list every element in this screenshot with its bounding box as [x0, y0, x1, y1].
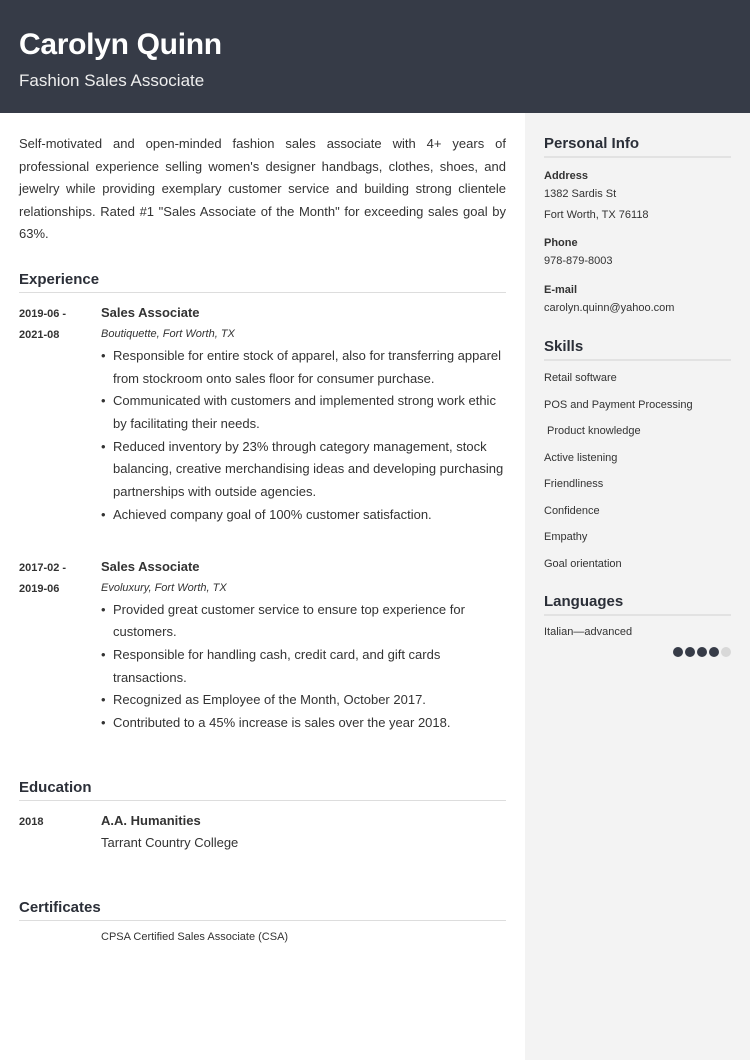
main-column — [19, 133, 506, 943]
level-dot-filled — [685, 647, 695, 657]
skill-item: Retail software — [544, 372, 617, 384]
company: Evoluxury, Fort Worth, TX — [101, 581, 227, 594]
education-degree: A.A. Humanities — [101, 812, 201, 828]
level-dot-filled — [673, 647, 683, 657]
level-dot-empty — [721, 647, 731, 657]
skill-item: POS and Payment Processing — [544, 398, 693, 411]
personal-info-heading: Personal Info — [544, 135, 731, 158]
position-title: Sales Associate — [101, 304, 200, 320]
bullet-item: • Responsible for entire stock of apparel, also for transferring apparel from stockroom onto sales floor for consumer purchase. — [101, 345, 506, 390]
bullet-item: • Recognized as Employee of the Month, October 2017. — [101, 689, 506, 712]
date-end: 2021-08 — [19, 328, 60, 341]
skill-item: Goal orientation — [544, 557, 622, 570]
address-line2: Fort Worth, TX 76118 — [544, 208, 649, 221]
company: Boutiquette, Fort Worth, TX — [101, 327, 235, 340]
level-dot-filled — [697, 647, 707, 657]
languages-heading: Languages — [544, 593, 731, 616]
phone-value: 978-879-8003 — [544, 255, 613, 267]
bullet-item: • Communicated with customers and implemented strong work ethic by facilitating their needs. — [101, 390, 506, 435]
address-label: Address — [544, 170, 589, 182]
address-line1: 1382 Sardis St — [544, 188, 617, 200]
experience-entry — [19, 557, 506, 735]
education-heading: Education — [19, 779, 506, 801]
phone-label: Phone — [544, 237, 578, 249]
education-date: 2018 — [19, 815, 44, 828]
header — [0, 0, 750, 113]
candidate-name: Carolyn Quinn — [19, 28, 222, 61]
skill-item: Confidence — [544, 504, 600, 517]
language-level — [544, 647, 731, 657]
certificate-item: CPSA Certified Sales Associate (CSA) — [101, 930, 289, 943]
experience-list — [19, 303, 506, 735]
date-start: 2019-06 - — [19, 307, 67, 320]
job-title: Fashion Sales Associate — [19, 71, 205, 90]
education-entry — [19, 811, 506, 855]
bullet-item: • Provided great customer service to ensure top experience for customers. — [101, 599, 506, 644]
skills-heading: Skills — [544, 338, 731, 361]
language-label: Italian—advanced — [544, 626, 633, 638]
date-end: 2019-06 — [19, 582, 60, 595]
skill-item: Friendliness — [544, 478, 604, 490]
sidebar — [525, 113, 750, 1060]
email-label: E-mail — [544, 283, 578, 296]
bullet-item: • Reduced inventory by 23% through category management, stock balancing, creative merchandising ideas and developing purchasing partnerships with outside agencies. — [101, 436, 506, 504]
certificates-heading: Certificates — [19, 899, 506, 921]
bullet-item: • Achieved company goal of 100% customer satisfaction. — [101, 504, 506, 527]
level-dot-filled — [709, 647, 719, 657]
summary: Self-motivated and open-minded fashion sales associate with 4+ years of professional experience selling women's designer handbags, clothes, shoes, and jewelry while providing exemplary customer service and building strong clientele relationships. Rated #1 "Sales Associate of the Month" for exceeding sales goal by 63%. — [19, 136, 506, 242]
skill-item: Product knowledge — [544, 425, 641, 437]
skills-list — [544, 365, 731, 577]
skill-item: Active listening — [544, 451, 618, 464]
email-value: carolyn.quinn@yahoo.com — [544, 301, 675, 314]
skill-item: Empathy — [544, 531, 588, 543]
bullet-item: • Responsible for handling cash, credit card, and gift cards transactions. — [101, 644, 506, 689]
position-title: Sales Associate — [101, 558, 200, 574]
experience-entry — [19, 303, 506, 527]
bullet-item: • Contributed to a 45% increase is sales over the year 2018. — [101, 712, 506, 735]
experience-heading: Experience — [19, 271, 506, 293]
date-start: 2017-02 - — [19, 561, 67, 574]
education-school: Tarrant Country College — [101, 834, 239, 850]
